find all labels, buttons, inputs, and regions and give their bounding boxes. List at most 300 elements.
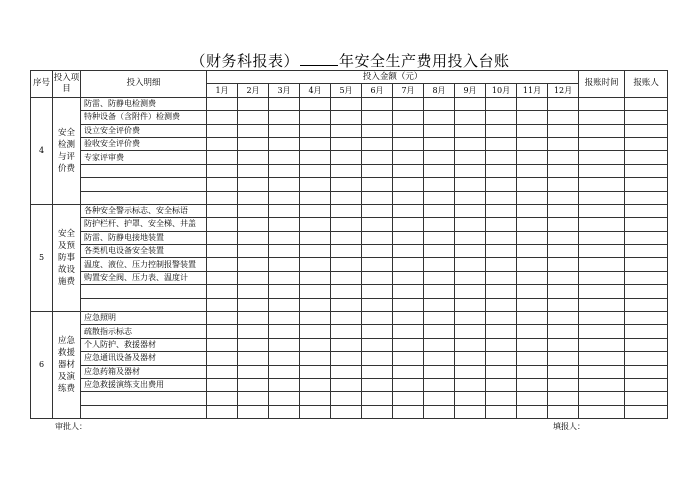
amount-cell[interactable] <box>207 245 238 258</box>
amount-cell[interactable] <box>393 378 424 391</box>
amount-cell[interactable] <box>331 271 362 284</box>
amount-cell[interactable] <box>362 352 393 365</box>
amount-cell[interactable] <box>517 218 548 231</box>
amount-cell[interactable] <box>207 298 238 311</box>
amount-cell[interactable] <box>300 191 331 204</box>
amount-cell[interactable] <box>548 245 579 258</box>
amount-cell[interactable] <box>393 191 424 204</box>
amount-cell[interactable] <box>548 218 579 231</box>
amount-cell[interactable] <box>300 137 331 150</box>
amount-cell[interactable] <box>331 191 362 204</box>
amount-cell[interactable] <box>548 378 579 391</box>
amount-cell[interactable] <box>455 392 486 405</box>
amount-cell[interactable] <box>362 231 393 244</box>
amount-cell[interactable] <box>207 378 238 391</box>
amount-cell[interactable] <box>300 298 331 311</box>
amount-cell[interactable] <box>238 111 269 124</box>
amount-cell[interactable] <box>424 124 455 137</box>
amount-cell[interactable] <box>393 325 424 338</box>
amount-cell[interactable] <box>548 258 579 271</box>
amount-cell[interactable] <box>486 97 517 110</box>
amount-cell[interactable] <box>548 178 579 191</box>
amount-cell[interactable] <box>300 325 331 338</box>
amount-cell[interactable] <box>424 258 455 271</box>
amount-cell[interactable] <box>455 405 486 418</box>
amount-cell[interactable] <box>238 378 269 391</box>
amount-cell[interactable] <box>486 405 517 418</box>
amount-cell[interactable] <box>517 124 548 137</box>
amount-cell[interactable] <box>486 137 517 150</box>
report-time-cell[interactable] <box>579 378 625 391</box>
amount-cell[interactable] <box>207 204 238 217</box>
report-time-cell[interactable] <box>579 325 625 338</box>
amount-cell[interactable] <box>362 178 393 191</box>
amount-cell[interactable] <box>331 151 362 164</box>
amount-cell[interactable] <box>362 285 393 298</box>
amount-cell[interactable] <box>331 124 362 137</box>
amount-cell[interactable] <box>393 111 424 124</box>
amount-cell[interactable] <box>207 365 238 378</box>
amount-cell[interactable] <box>424 191 455 204</box>
amount-cell[interactable] <box>548 191 579 204</box>
amount-cell[interactable] <box>424 97 455 110</box>
amount-cell[interactable] <box>362 164 393 177</box>
amount-cell[interactable] <box>269 191 300 204</box>
amount-cell[interactable] <box>517 285 548 298</box>
report-time-cell[interactable] <box>579 392 625 405</box>
amount-cell[interactable] <box>517 151 548 164</box>
amount-cell[interactable] <box>300 97 331 110</box>
reporter-cell[interactable] <box>625 285 668 298</box>
amount-cell[interactable] <box>269 164 300 177</box>
amount-cell[interactable] <box>207 164 238 177</box>
report-time-cell[interactable] <box>579 97 625 110</box>
amount-cell[interactable] <box>300 285 331 298</box>
amount-cell[interactable] <box>548 338 579 351</box>
report-time-cell[interactable] <box>579 218 625 231</box>
amount-cell[interactable] <box>331 338 362 351</box>
amount-cell[interactable] <box>486 231 517 244</box>
amount-cell[interactable] <box>486 392 517 405</box>
report-time-cell[interactable] <box>579 191 625 204</box>
amount-cell[interactable] <box>362 325 393 338</box>
amount-cell[interactable] <box>455 312 486 325</box>
amount-cell[interactable] <box>238 178 269 191</box>
reporter-cell[interactable] <box>625 245 668 258</box>
amount-cell[interactable] <box>517 137 548 150</box>
amount-cell[interactable] <box>517 258 548 271</box>
amount-cell[interactable] <box>362 124 393 137</box>
amount-cell[interactable] <box>424 405 455 418</box>
reporter-cell[interactable] <box>625 97 668 110</box>
amount-cell[interactable] <box>238 392 269 405</box>
reporter-cell[interactable] <box>625 378 668 391</box>
amount-cell[interactable] <box>362 191 393 204</box>
amount-cell[interactable] <box>207 312 238 325</box>
amount-cell[interactable] <box>486 338 517 351</box>
amount-cell[interactable] <box>300 124 331 137</box>
amount-cell[interactable] <box>424 325 455 338</box>
amount-cell[interactable] <box>548 164 579 177</box>
amount-cell[interactable] <box>424 111 455 124</box>
amount-cell[interactable] <box>207 111 238 124</box>
amount-cell[interactable] <box>331 204 362 217</box>
amount-cell[interactable] <box>455 191 486 204</box>
amount-cell[interactable] <box>393 137 424 150</box>
amount-cell[interactable] <box>486 312 517 325</box>
amount-cell[interactable] <box>207 338 238 351</box>
amount-cell[interactable] <box>300 218 331 231</box>
amount-cell[interactable] <box>548 365 579 378</box>
amount-cell[interactable] <box>455 231 486 244</box>
amount-cell[interactable] <box>517 378 548 391</box>
amount-cell[interactable] <box>331 178 362 191</box>
amount-cell[interactable] <box>517 365 548 378</box>
amount-cell[interactable] <box>300 392 331 405</box>
amount-cell[interactable] <box>424 365 455 378</box>
amount-cell[interactable] <box>269 271 300 284</box>
amount-cell[interactable] <box>486 204 517 217</box>
amount-cell[interactable] <box>393 298 424 311</box>
amount-cell[interactable] <box>393 338 424 351</box>
amount-cell[interactable] <box>548 137 579 150</box>
reporter-cell[interactable] <box>625 338 668 351</box>
amount-cell[interactable] <box>269 245 300 258</box>
amount-cell[interactable] <box>300 405 331 418</box>
amount-cell[interactable] <box>207 392 238 405</box>
reporter-cell[interactable] <box>625 164 668 177</box>
report-time-cell[interactable] <box>579 151 625 164</box>
amount-cell[interactable] <box>393 352 424 365</box>
amount-cell[interactable] <box>362 338 393 351</box>
amount-cell[interactable] <box>548 271 579 284</box>
report-time-cell[interactable] <box>579 405 625 418</box>
reporter-cell[interactable] <box>625 231 668 244</box>
amount-cell[interactable] <box>362 258 393 271</box>
amount-cell[interactable] <box>331 258 362 271</box>
amount-cell[interactable] <box>517 338 548 351</box>
amount-cell[interactable] <box>486 218 517 231</box>
amount-cell[interactable] <box>300 352 331 365</box>
amount-cell[interactable] <box>517 111 548 124</box>
amount-cell[interactable] <box>331 164 362 177</box>
amount-cell[interactable] <box>424 178 455 191</box>
amount-cell[interactable] <box>300 312 331 325</box>
amount-cell[interactable] <box>393 285 424 298</box>
amount-cell[interactable] <box>517 312 548 325</box>
amount-cell[interactable] <box>548 405 579 418</box>
amount-cell[interactable] <box>424 204 455 217</box>
amount-cell[interactable] <box>393 245 424 258</box>
amount-cell[interactable] <box>362 298 393 311</box>
report-time-cell[interactable] <box>579 124 625 137</box>
amount-cell[interactable] <box>207 178 238 191</box>
amount-cell[interactable] <box>207 218 238 231</box>
amount-cell[interactable] <box>238 137 269 150</box>
amount-cell[interactable] <box>486 111 517 124</box>
amount-cell[interactable] <box>331 231 362 244</box>
report-time-cell[interactable] <box>579 164 625 177</box>
amount-cell[interactable] <box>362 271 393 284</box>
amount-cell[interactable] <box>331 325 362 338</box>
amount-cell[interactable] <box>393 164 424 177</box>
amount-cell[interactable] <box>331 218 362 231</box>
amount-cell[interactable] <box>548 312 579 325</box>
amount-cell[interactable] <box>486 271 517 284</box>
amount-cell[interactable] <box>300 365 331 378</box>
amount-cell[interactable] <box>269 151 300 164</box>
amount-cell[interactable] <box>238 191 269 204</box>
amount-cell[interactable] <box>331 312 362 325</box>
amount-cell[interactable] <box>517 178 548 191</box>
amount-cell[interactable] <box>269 312 300 325</box>
amount-cell[interactable] <box>517 164 548 177</box>
amount-cell[interactable] <box>486 245 517 258</box>
amount-cell[interactable] <box>331 378 362 391</box>
amount-cell[interactable] <box>207 191 238 204</box>
amount-cell[interactable] <box>486 164 517 177</box>
amount-cell[interactable] <box>269 365 300 378</box>
amount-cell[interactable] <box>517 352 548 365</box>
report-time-cell[interactable] <box>579 338 625 351</box>
amount-cell[interactable] <box>424 352 455 365</box>
amount-cell[interactable] <box>269 338 300 351</box>
amount-cell[interactable] <box>486 124 517 137</box>
reporter-cell[interactable] <box>625 151 668 164</box>
amount-cell[interactable] <box>300 164 331 177</box>
amount-cell[interactable] <box>486 191 517 204</box>
amount-cell[interactable] <box>424 312 455 325</box>
amount-cell[interactable] <box>393 124 424 137</box>
amount-cell[interactable] <box>207 352 238 365</box>
amount-cell[interactable] <box>455 218 486 231</box>
amount-cell[interactable] <box>269 137 300 150</box>
amount-cell[interactable] <box>424 245 455 258</box>
amount-cell[interactable] <box>269 124 300 137</box>
amount-cell[interactable] <box>238 312 269 325</box>
amount-cell[interactable] <box>424 271 455 284</box>
amount-cell[interactable] <box>238 325 269 338</box>
amount-cell[interactable] <box>424 231 455 244</box>
reporter-cell[interactable] <box>625 405 668 418</box>
amount-cell[interactable] <box>548 151 579 164</box>
amount-cell[interactable] <box>238 298 269 311</box>
amount-cell[interactable] <box>455 325 486 338</box>
amount-cell[interactable] <box>300 245 331 258</box>
amount-cell[interactable] <box>238 258 269 271</box>
amount-cell[interactable] <box>517 191 548 204</box>
reporter-cell[interactable] <box>625 392 668 405</box>
amount-cell[interactable] <box>238 285 269 298</box>
amount-cell[interactable] <box>238 338 269 351</box>
amount-cell[interactable] <box>269 298 300 311</box>
report-time-cell[interactable] <box>579 258 625 271</box>
amount-cell[interactable] <box>548 111 579 124</box>
reporter-cell[interactable] <box>625 178 668 191</box>
report-time-cell[interactable] <box>579 285 625 298</box>
reporter-cell[interactable] <box>625 218 668 231</box>
amount-cell[interactable] <box>517 245 548 258</box>
amount-cell[interactable] <box>393 312 424 325</box>
amount-cell[interactable] <box>331 137 362 150</box>
amount-cell[interactable] <box>269 178 300 191</box>
amount-cell[interactable] <box>362 151 393 164</box>
amount-cell[interactable] <box>486 151 517 164</box>
reporter-cell[interactable] <box>625 204 668 217</box>
amount-cell[interactable] <box>207 137 238 150</box>
amount-cell[interactable] <box>548 325 579 338</box>
amount-cell[interactable] <box>300 258 331 271</box>
amount-cell[interactable] <box>207 124 238 137</box>
amount-cell[interactable] <box>424 378 455 391</box>
amount-cell[interactable] <box>393 204 424 217</box>
reporter-cell[interactable] <box>625 271 668 284</box>
amount-cell[interactable] <box>548 352 579 365</box>
amount-cell[interactable] <box>486 365 517 378</box>
amount-cell[interactable] <box>331 285 362 298</box>
report-time-cell[interactable] <box>579 365 625 378</box>
amount-cell[interactable] <box>238 164 269 177</box>
amount-cell[interactable] <box>269 285 300 298</box>
amount-cell[interactable] <box>455 352 486 365</box>
amount-cell[interactable] <box>269 405 300 418</box>
amount-cell[interactable] <box>455 338 486 351</box>
amount-cell[interactable] <box>455 271 486 284</box>
amount-cell[interactable] <box>455 151 486 164</box>
amount-cell[interactable] <box>486 325 517 338</box>
amount-cell[interactable] <box>331 298 362 311</box>
amount-cell[interactable] <box>362 378 393 391</box>
amount-cell[interactable] <box>548 97 579 110</box>
amount-cell[interactable] <box>269 111 300 124</box>
amount-cell[interactable] <box>269 352 300 365</box>
report-time-cell[interactable] <box>579 352 625 365</box>
amount-cell[interactable] <box>517 392 548 405</box>
amount-cell[interactable] <box>455 178 486 191</box>
amount-cell[interactable] <box>238 365 269 378</box>
amount-cell[interactable] <box>362 405 393 418</box>
report-time-cell[interactable] <box>579 204 625 217</box>
reporter-cell[interactable] <box>625 352 668 365</box>
amount-cell[interactable] <box>269 97 300 110</box>
amount-cell[interactable] <box>548 298 579 311</box>
amount-cell[interactable] <box>331 405 362 418</box>
reporter-cell[interactable] <box>625 137 668 150</box>
amount-cell[interactable] <box>424 164 455 177</box>
amount-cell[interactable] <box>393 231 424 244</box>
amount-cell[interactable] <box>331 97 362 110</box>
amount-cell[interactable] <box>393 405 424 418</box>
amount-cell[interactable] <box>362 245 393 258</box>
amount-cell[interactable] <box>455 204 486 217</box>
amount-cell[interactable] <box>238 151 269 164</box>
amount-cell[interactable] <box>207 285 238 298</box>
report-time-cell[interactable] <box>579 231 625 244</box>
amount-cell[interactable] <box>455 285 486 298</box>
amount-cell[interactable] <box>486 178 517 191</box>
amount-cell[interactable] <box>331 392 362 405</box>
amount-cell[interactable] <box>362 365 393 378</box>
amount-cell[interactable] <box>548 124 579 137</box>
amount-cell[interactable] <box>455 97 486 110</box>
amount-cell[interactable] <box>486 258 517 271</box>
amount-cell[interactable] <box>424 298 455 311</box>
reporter-cell[interactable] <box>625 124 668 137</box>
reporter-cell[interactable] <box>625 298 668 311</box>
amount-cell[interactable] <box>517 271 548 284</box>
amount-cell[interactable] <box>517 325 548 338</box>
amount-cell[interactable] <box>393 178 424 191</box>
amount-cell[interactable] <box>424 285 455 298</box>
report-time-cell[interactable] <box>579 178 625 191</box>
amount-cell[interactable] <box>455 258 486 271</box>
amount-cell[interactable] <box>455 378 486 391</box>
amount-cell[interactable] <box>207 405 238 418</box>
amount-cell[interactable] <box>548 285 579 298</box>
amount-cell[interactable] <box>362 111 393 124</box>
amount-cell[interactable] <box>393 218 424 231</box>
amount-cell[interactable] <box>455 298 486 311</box>
amount-cell[interactable] <box>269 325 300 338</box>
amount-cell[interactable] <box>207 231 238 244</box>
amount-cell[interactable] <box>331 352 362 365</box>
amount-cell[interactable] <box>331 365 362 378</box>
reporter-cell[interactable] <box>625 325 668 338</box>
amount-cell[interactable] <box>207 271 238 284</box>
amount-cell[interactable] <box>300 231 331 244</box>
amount-cell[interactable] <box>300 178 331 191</box>
amount-cell[interactable] <box>238 271 269 284</box>
reporter-cell[interactable] <box>625 258 668 271</box>
amount-cell[interactable] <box>362 204 393 217</box>
amount-cell[interactable] <box>300 204 331 217</box>
amount-cell[interactable] <box>362 137 393 150</box>
report-time-cell[interactable] <box>579 271 625 284</box>
reporter-cell[interactable] <box>625 312 668 325</box>
amount-cell[interactable] <box>455 245 486 258</box>
amount-cell[interactable] <box>548 392 579 405</box>
amount-cell[interactable] <box>362 97 393 110</box>
amount-cell[interactable] <box>455 164 486 177</box>
amount-cell[interactable] <box>424 151 455 164</box>
amount-cell[interactable] <box>548 204 579 217</box>
amount-cell[interactable] <box>517 97 548 110</box>
amount-cell[interactable] <box>238 231 269 244</box>
amount-cell[interactable] <box>238 124 269 137</box>
amount-cell[interactable] <box>393 151 424 164</box>
amount-cell[interactable] <box>455 137 486 150</box>
amount-cell[interactable] <box>393 271 424 284</box>
amount-cell[interactable] <box>238 405 269 418</box>
amount-cell[interactable] <box>300 338 331 351</box>
report-time-cell[interactable] <box>579 111 625 124</box>
amount-cell[interactable] <box>207 325 238 338</box>
amount-cell[interactable] <box>207 97 238 110</box>
reporter-cell[interactable] <box>625 111 668 124</box>
amount-cell[interactable] <box>331 111 362 124</box>
amount-cell[interactable] <box>269 258 300 271</box>
amount-cell[interactable] <box>486 352 517 365</box>
reporter-cell[interactable] <box>625 365 668 378</box>
amount-cell[interactable] <box>455 365 486 378</box>
amount-cell[interactable] <box>238 245 269 258</box>
amount-cell[interactable] <box>517 204 548 217</box>
amount-cell[interactable] <box>238 97 269 110</box>
amount-cell[interactable] <box>207 151 238 164</box>
amount-cell[interactable] <box>331 245 362 258</box>
amount-cell[interactable] <box>207 258 238 271</box>
reporter-cell[interactable] <box>625 191 668 204</box>
